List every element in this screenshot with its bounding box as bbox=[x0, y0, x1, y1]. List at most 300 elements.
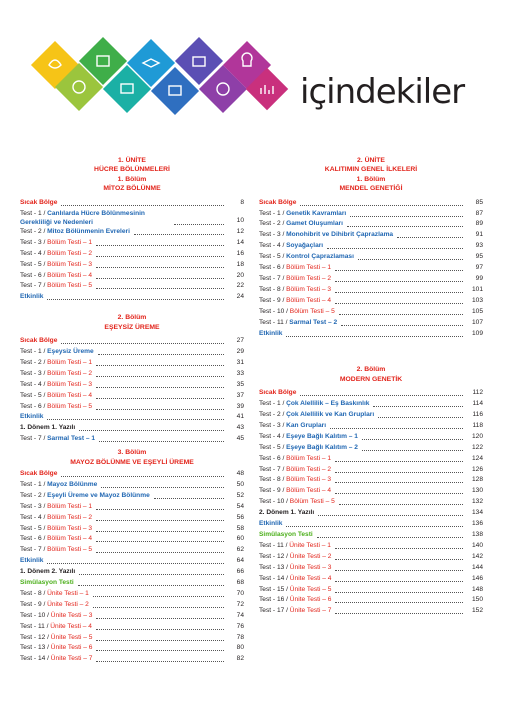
dot-leader bbox=[335, 486, 463, 494]
toc-entry[interactable] bbox=[259, 585, 483, 596]
toc-entry-label: Çok Alellilik ve Kan Grupları bbox=[286, 411, 375, 419]
toc-entry-label: Ünite Testi – 1 bbox=[47, 589, 89, 597]
toc-entry[interactable] bbox=[259, 519, 483, 530]
toc-entry[interactable] bbox=[20, 654, 244, 665]
toc-entry-title bbox=[259, 454, 331, 465]
page-number: 142 bbox=[471, 552, 483, 560]
toc-entry-label: Etkinlik bbox=[259, 520, 283, 528]
toc-entry[interactable] bbox=[259, 432, 483, 443]
dot-leader bbox=[47, 292, 224, 300]
page-number: 8 bbox=[240, 198, 244, 206]
toc-entry[interactable] bbox=[20, 227, 244, 238]
toc-entry-title bbox=[259, 432, 358, 443]
toc-entry-title bbox=[259, 274, 331, 285]
dot-leader bbox=[96, 369, 224, 377]
dot-leader bbox=[339, 307, 463, 315]
toc-entry[interactable] bbox=[259, 219, 483, 230]
toc-entry[interactable] bbox=[259, 606, 483, 617]
toc-entry-prefix: Test - 11 / bbox=[259, 541, 290, 549]
toc-entry-label: Bölüm Testi – 5 bbox=[47, 546, 93, 554]
toc-entry-title bbox=[259, 497, 335, 508]
toc-entry-prefix: Test - 10 / bbox=[259, 498, 290, 506]
toc-entry[interactable] bbox=[259, 541, 483, 552]
header-banner bbox=[0, 0, 510, 140]
toc-entry[interactable] bbox=[259, 274, 483, 285]
toc-entry-label: 1. Dönem 1. Yazılı bbox=[20, 424, 76, 432]
unit-number: 2. ÜNİTE bbox=[357, 157, 385, 164]
dot-leader bbox=[335, 274, 463, 282]
toc-list bbox=[20, 469, 244, 665]
part-name: MENDEL GENETİĞİ bbox=[339, 185, 403, 193]
toc-entry-prefix: Test - 14 / bbox=[259, 574, 290, 582]
toc-entry-title bbox=[259, 296, 331, 307]
toc-entry-prefix: Test - 6 / bbox=[20, 271, 48, 279]
page-number: 118 bbox=[472, 421, 483, 429]
toc-entry-prefix: Test - 17 / bbox=[259, 607, 290, 615]
toc-entry[interactable] bbox=[20, 556, 244, 567]
toc-entry[interactable] bbox=[20, 622, 244, 633]
page-number: 134 bbox=[471, 509, 483, 517]
toc-entry-label: Genetik Kavramları bbox=[286, 209, 347, 217]
toc-entry-title bbox=[20, 654, 92, 665]
toc-entry[interactable] bbox=[20, 643, 244, 654]
toc-entry-prefix: Test - 4 / bbox=[20, 513, 48, 521]
toc-entry[interactable] bbox=[20, 402, 244, 413]
dot-leader bbox=[96, 545, 224, 553]
page-number: 107 bbox=[471, 318, 483, 326]
toc-entry-label: Bölüm Testi – 3 bbox=[47, 260, 93, 268]
toc-entry-title bbox=[20, 534, 92, 545]
toc-entry[interactable] bbox=[259, 209, 483, 220]
toc-entry[interactable] bbox=[259, 252, 483, 263]
toc-entry[interactable] bbox=[259, 465, 483, 476]
toc-entry[interactable] bbox=[259, 530, 483, 541]
toc-entry-prefix: Test - 7 / bbox=[259, 465, 287, 473]
part-number: 2. Bölüm bbox=[356, 366, 386, 374]
dot-leader bbox=[93, 589, 224, 597]
toc-entry-prefix: Test - 1 / bbox=[259, 209, 287, 217]
toc-entry[interactable] bbox=[20, 423, 244, 434]
toc-entry[interactable] bbox=[259, 552, 483, 563]
dot-leader bbox=[96, 380, 224, 388]
toc-entry-label: Bölüm Testi – 4 bbox=[47, 271, 93, 279]
toc-entry[interactable] bbox=[20, 198, 244, 209]
part-number: 3. Bölüm bbox=[117, 449, 147, 457]
toc-entry-title bbox=[259, 475, 331, 486]
page-number: 58 bbox=[236, 524, 244, 532]
toc-entry-title bbox=[259, 585, 331, 596]
part-name: EŞEYSİZ ÜREME bbox=[104, 323, 160, 331]
dot-leader bbox=[347, 219, 463, 227]
page-number: 52 bbox=[236, 491, 244, 499]
toc-entry[interactable] bbox=[20, 292, 244, 303]
toc-entry-title bbox=[259, 606, 331, 617]
toc-entry-title bbox=[20, 622, 92, 633]
toc-entry-prefix: Test - 5 / bbox=[20, 391, 48, 399]
page-number: 116 bbox=[472, 411, 483, 419]
page-number: 128 bbox=[471, 476, 483, 484]
toc-entry[interactable] bbox=[259, 296, 483, 307]
toc-entry-label: Bölüm Testi – 4 bbox=[286, 296, 332, 304]
dot-leader bbox=[335, 263, 463, 271]
page-number: 39 bbox=[236, 402, 244, 410]
toc-entry-title bbox=[259, 563, 331, 574]
page-number: 99 bbox=[475, 274, 483, 282]
dot-leader bbox=[327, 241, 463, 249]
toc-entry-prefix: Test - 3 / bbox=[20, 238, 48, 246]
toc-entry[interactable] bbox=[259, 198, 483, 209]
toc-entry-label: Ünite Testi – 2 bbox=[47, 600, 89, 608]
toc-entry-label: Mayoz Bölünme bbox=[47, 480, 98, 488]
toc-entry[interactable] bbox=[20, 412, 244, 423]
toc-entry[interactable] bbox=[20, 369, 244, 380]
toc-entry-prefix: Test - 11 / bbox=[20, 622, 51, 630]
toc-entry-title bbox=[259, 574, 331, 585]
toc-entry-title bbox=[259, 486, 331, 497]
page-number: 66 bbox=[236, 568, 244, 576]
dot-leader bbox=[96, 271, 224, 279]
toc-entry[interactable] bbox=[259, 329, 483, 340]
page-number: 136 bbox=[471, 520, 483, 528]
toc-entry-prefix: Test - 2 / bbox=[20, 491, 48, 499]
toc-entry-title bbox=[259, 329, 282, 340]
page-number: 103 bbox=[471, 296, 483, 304]
toc-entry-prefix: Test - 3 / bbox=[259, 231, 287, 239]
toc-entry[interactable] bbox=[20, 578, 244, 589]
page-number: 140 bbox=[471, 541, 483, 549]
toc-entry-title bbox=[259, 219, 343, 230]
toc-entry[interactable] bbox=[20, 209, 244, 227]
toc-entry-prefix: Test - 1 / bbox=[259, 400, 287, 408]
toc-list bbox=[20, 198, 244, 304]
toc-entry-label: Simülasyon Testi bbox=[20, 579, 74, 587]
page-number: 54 bbox=[236, 502, 244, 510]
toc-entry-prefix: Test - 5 / bbox=[20, 524, 48, 532]
toc-entry-label: Bölüm Testi – 1 bbox=[47, 502, 93, 510]
toc-entry-label: Bölüm Testi – 2 bbox=[286, 465, 332, 473]
page-number: 112 bbox=[472, 389, 483, 397]
page-number: 62 bbox=[236, 546, 244, 554]
dot-leader bbox=[397, 230, 463, 238]
dot-leader bbox=[96, 502, 224, 510]
page-number: 74 bbox=[236, 611, 244, 619]
toc-entry-label: Ünite Testi – 4 bbox=[50, 622, 92, 630]
dot-leader bbox=[335, 541, 463, 549]
dot-leader bbox=[96, 524, 224, 532]
toc-entry-prefix: Test - 10 / bbox=[20, 611, 51, 619]
page-number: 56 bbox=[236, 513, 244, 521]
toc-entry[interactable] bbox=[259, 595, 483, 606]
toc-entry-label: Sıcak Bölge bbox=[259, 389, 297, 397]
part-name: MİTOZ BÖLÜNME bbox=[103, 185, 161, 193]
toc-entry[interactable] bbox=[259, 388, 483, 399]
dot-leader bbox=[335, 285, 463, 293]
page-number: 60 bbox=[236, 535, 244, 543]
page-number: 132 bbox=[471, 498, 483, 506]
dot-leader bbox=[341, 318, 463, 326]
dot-leader bbox=[335, 552, 463, 560]
toc-entry-label: Bölüm Testi – 3 bbox=[286, 476, 332, 484]
toc-entry-label: Mitoz Bölünmenin Evreleri bbox=[47, 227, 130, 235]
toc-entry-title bbox=[20, 292, 43, 303]
dot-leader bbox=[61, 198, 224, 206]
toc-entry-label: Etkinlik bbox=[259, 329, 283, 337]
toc-entry-label: Bölüm Testi – 2 bbox=[47, 369, 93, 377]
toc-entry-prefix: Test - 1 / bbox=[20, 480, 48, 488]
part-number: 1. Bölüm bbox=[117, 175, 147, 183]
toc-entry[interactable] bbox=[259, 399, 483, 410]
page-number: 122 bbox=[471, 443, 483, 451]
toc-entry[interactable] bbox=[20, 589, 244, 600]
toc-entry-title bbox=[20, 347, 94, 358]
toc-entry-label: Canlılarda Hücre Bölünmesinin Gerekliliği ve Nedenleri bbox=[20, 209, 145, 226]
toc-entry[interactable] bbox=[20, 633, 244, 644]
dot-leader bbox=[286, 519, 463, 527]
page-number: 144 bbox=[471, 563, 483, 571]
toc-entry-title bbox=[20, 198, 57, 209]
toc-entry-label: Ünite Testi – 6 bbox=[50, 644, 93, 652]
toc-entry[interactable] bbox=[20, 502, 244, 513]
dot-leader bbox=[47, 412, 224, 420]
toc-entry[interactable] bbox=[20, 260, 244, 271]
toc-entry-prefix: Test - 9 / bbox=[20, 600, 48, 608]
toc-entry[interactable] bbox=[20, 434, 244, 445]
toc-entry-title bbox=[259, 519, 282, 530]
toc-entry[interactable] bbox=[20, 545, 244, 556]
page-number: 14 bbox=[236, 238, 244, 246]
toc-entry[interactable] bbox=[259, 318, 483, 329]
dot-leader bbox=[362, 432, 463, 440]
toc-entry-title bbox=[259, 198, 296, 209]
toc-list bbox=[259, 198, 483, 340]
toc-entry[interactable] bbox=[20, 281, 244, 292]
toc-entry-label: Ünite Testi – 5 bbox=[289, 585, 332, 593]
part-name: MODERN GENETİK bbox=[339, 375, 403, 383]
dot-leader bbox=[98, 347, 224, 355]
toc-entry-prefix: Test - 6 / bbox=[20, 535, 48, 543]
toc-entry[interactable] bbox=[259, 508, 483, 519]
dot-leader bbox=[79, 423, 224, 431]
toc-entry-prefix: Test - 14 / bbox=[20, 655, 51, 663]
toc-entry-label: Sarmal Test – 2 bbox=[289, 318, 338, 326]
toc-entry[interactable] bbox=[20, 249, 244, 260]
page-number: 120 bbox=[471, 432, 483, 440]
toc-entry-title bbox=[20, 556, 43, 567]
page-number: 35 bbox=[236, 380, 244, 388]
toc-entry[interactable] bbox=[20, 513, 244, 524]
toc-entry[interactable] bbox=[259, 263, 483, 274]
page-number: 78 bbox=[236, 633, 244, 641]
toc-entry-label: Simülasyon Testi bbox=[259, 531, 313, 538]
toc-entry-prefix: Test - 4 / bbox=[20, 249, 48, 257]
toc-entry-label: Bölüm Testi – 5 bbox=[47, 282, 93, 290]
toc-entry[interactable] bbox=[259, 241, 483, 252]
toc-entry[interactable] bbox=[259, 475, 483, 486]
page-number: 10 bbox=[236, 217, 244, 225]
toc-entry-label: Bölüm Testi – 4 bbox=[286, 487, 332, 495]
page-number: 20 bbox=[236, 271, 244, 279]
toc-entry-title bbox=[20, 480, 97, 491]
toc-entry-label: Bölüm Testi – 3 bbox=[47, 524, 93, 532]
toc-entry-title bbox=[20, 423, 75, 434]
dot-leader bbox=[96, 391, 224, 399]
toc-entry-label: Gamet Oluşumları bbox=[286, 220, 343, 228]
toc-entry[interactable] bbox=[259, 230, 483, 241]
toc-entry-label: Etkinlik bbox=[20, 293, 44, 301]
page-number: 31 bbox=[236, 358, 244, 366]
toc-entry[interactable] bbox=[20, 238, 244, 249]
dot-leader bbox=[96, 534, 224, 542]
page-number: 150 bbox=[471, 596, 483, 604]
toc-entry-label: Bölüm Testi – 1 bbox=[286, 264, 332, 272]
toc-entry[interactable] bbox=[20, 611, 244, 622]
dot-leader bbox=[96, 358, 224, 366]
toc-entry-title bbox=[20, 391, 92, 402]
toc-entry-prefix: Test - 9 / bbox=[259, 487, 287, 495]
toc-entry[interactable] bbox=[259, 563, 483, 574]
toc-entry-title bbox=[20, 611, 92, 622]
toc-entry-prefix: Test - 13 / bbox=[20, 644, 51, 652]
page-number: 43 bbox=[236, 424, 244, 432]
dot-leader bbox=[96, 633, 224, 641]
dot-leader bbox=[78, 578, 224, 586]
toc-entry-prefix: Test - 7 / bbox=[259, 274, 287, 282]
toc-entry[interactable] bbox=[20, 524, 244, 535]
dot-leader bbox=[317, 530, 463, 538]
toc-right-column bbox=[259, 156, 483, 617]
page-number: 105 bbox=[471, 307, 483, 315]
toc-entry-label: Kan Grupları bbox=[286, 421, 327, 429]
toc-entry-title bbox=[20, 380, 92, 391]
toc-entry[interactable] bbox=[20, 347, 244, 358]
page-number: 97 bbox=[475, 264, 483, 272]
toc-entry-title bbox=[20, 567, 75, 578]
toc-entry-prefix: Test - 12 / bbox=[259, 552, 290, 560]
toc-entry-prefix: Test - 5 / bbox=[20, 260, 48, 268]
dot-leader bbox=[286, 329, 463, 337]
toc-entry-label: Bölüm Testi – 2 bbox=[47, 249, 93, 257]
toc-entry[interactable] bbox=[259, 454, 483, 465]
page-number: 64 bbox=[236, 557, 244, 565]
toc-entry[interactable] bbox=[259, 497, 483, 508]
toc-entry-prefix: Test - 9 / bbox=[259, 296, 287, 304]
dot-leader bbox=[47, 556, 224, 564]
toc-entry-prefix: Test - 1 / bbox=[20, 348, 48, 355]
toc-entry-title bbox=[20, 633, 92, 644]
toc-entry-prefix: Test - 4 / bbox=[259, 432, 287, 440]
page-number: 33 bbox=[236, 369, 244, 377]
toc-entry-label: Çok Alellilik – Eş Baskınlık bbox=[286, 400, 370, 408]
dot-leader bbox=[335, 574, 463, 582]
toc-entry[interactable] bbox=[259, 307, 483, 318]
toc-entry-title bbox=[259, 230, 393, 241]
page-number: 24 bbox=[236, 293, 244, 301]
toc-entry[interactable] bbox=[20, 534, 244, 545]
toc-entry-prefix: Test - 3 / bbox=[259, 421, 287, 429]
toc-entry-label: Bölüm Testi – 4 bbox=[47, 391, 93, 399]
toc-entry-label: Eşeyli Üreme ve Mayoz Bölünme bbox=[47, 491, 150, 499]
toc-entry-title bbox=[20, 209, 170, 227]
page-number: 18 bbox=[236, 260, 244, 268]
toc-entry-label: Bölüm Testi – 5 bbox=[289, 307, 335, 315]
toc-entry[interactable] bbox=[259, 410, 483, 421]
page-number: 130 bbox=[471, 487, 483, 495]
page-number: 85 bbox=[475, 198, 483, 206]
toc-entry-prefix: Test - 8 / bbox=[20, 589, 48, 597]
dot-leader bbox=[96, 513, 224, 521]
toc-entry[interactable] bbox=[20, 480, 244, 491]
toc-list bbox=[20, 336, 244, 445]
toc-entry[interactable] bbox=[259, 574, 483, 585]
toc-entry-prefix: Test - 7 / bbox=[20, 282, 48, 290]
toc-entry-prefix: Test - 6 / bbox=[259, 264, 287, 272]
toc-entry-prefix: Test - 3 / bbox=[20, 369, 48, 377]
dot-leader bbox=[362, 443, 463, 451]
toc-entry[interactable] bbox=[259, 421, 483, 432]
page-number: 29 bbox=[236, 348, 244, 355]
dot-leader bbox=[99, 434, 224, 442]
toc-entry[interactable] bbox=[20, 491, 244, 502]
toc-entry-prefix: Test - 10 / bbox=[259, 307, 290, 315]
toc-entry-label: Bölüm Testi – 1 bbox=[47, 238, 93, 246]
toc-entry[interactable] bbox=[259, 486, 483, 497]
toc-entry[interactable] bbox=[20, 380, 244, 391]
toc-entry-title bbox=[259, 252, 354, 263]
toc-entry-prefix: Test - 2 / bbox=[20, 227, 48, 235]
toc-entry-prefix: Test - 16 / bbox=[259, 596, 290, 604]
dot-leader bbox=[335, 595, 463, 603]
toc-entry[interactable] bbox=[20, 391, 244, 402]
page-number: 114 bbox=[472, 400, 483, 408]
toc-entry-title bbox=[259, 465, 331, 476]
toc-entry[interactable] bbox=[20, 567, 244, 578]
dot-leader bbox=[96, 622, 224, 630]
page-number: 91 bbox=[475, 231, 483, 239]
page-number: 124 bbox=[471, 454, 483, 462]
toc-entry[interactable] bbox=[20, 271, 244, 282]
toc-entry-label: Kontrol Çaprazlaması bbox=[286, 253, 354, 261]
page-number: 126 bbox=[471, 465, 483, 473]
dot-leader bbox=[134, 227, 224, 235]
toc-entry-title bbox=[20, 249, 92, 260]
toc-entry[interactable] bbox=[259, 443, 483, 454]
dot-leader bbox=[335, 475, 463, 483]
toc-entry-label: Ünite Testi – 7 bbox=[289, 607, 332, 615]
toc-entry-label: Bölüm Testi – 1 bbox=[286, 454, 332, 462]
dot-leader bbox=[335, 454, 463, 462]
toc-entry[interactable] bbox=[20, 469, 244, 480]
toc-entry-prefix: Test - 5 / bbox=[259, 253, 287, 261]
page-number: 148 bbox=[471, 585, 483, 593]
part-name: MAYOZ BÖLÜNME VE EŞEYLİ ÜREME bbox=[70, 458, 194, 466]
toc-entry-prefix: Test - 2 / bbox=[20, 358, 48, 366]
toc-entry[interactable] bbox=[20, 336, 244, 347]
toc-entry-title bbox=[259, 443, 358, 454]
toc-entry-label: Eşeysiz Üreme bbox=[47, 348, 94, 355]
toc-entry[interactable] bbox=[20, 600, 244, 611]
toc-entry[interactable] bbox=[259, 285, 483, 296]
toc-entry[interactable] bbox=[20, 358, 244, 369]
dot-leader bbox=[335, 585, 463, 593]
toc-entry-label: Bölüm Testi – 5 bbox=[47, 402, 93, 410]
page-title: içindekiler bbox=[300, 72, 465, 112]
dot-leader bbox=[96, 281, 224, 289]
toc-entry-title bbox=[259, 241, 323, 252]
toc-entry-label: Soyağaçları bbox=[286, 242, 324, 250]
toc-entry-label: Ünite Testi – 6 bbox=[289, 596, 332, 604]
toc-entry-label: 2. Dönem 1. Yazılı bbox=[259, 509, 315, 517]
toc-entry-label: Sıcak Bölge bbox=[20, 337, 58, 345]
